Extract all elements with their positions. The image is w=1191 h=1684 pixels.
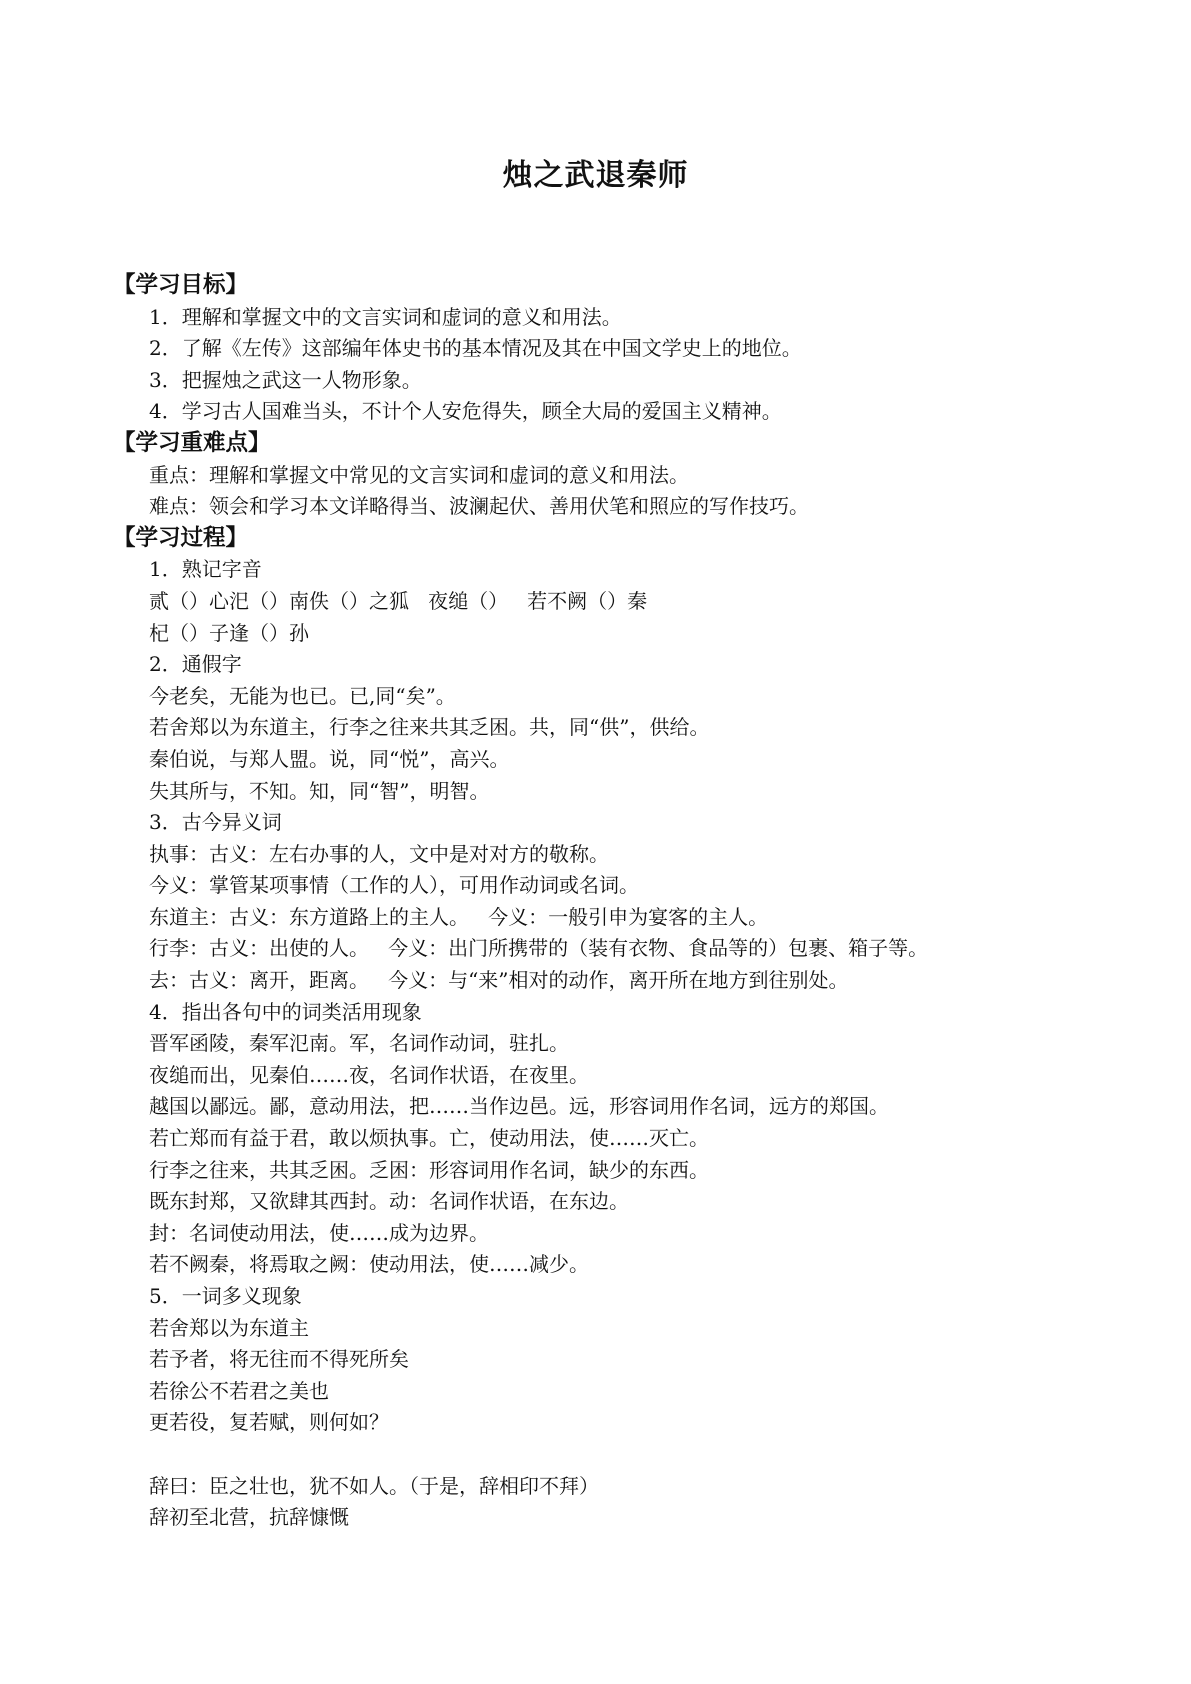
key-point-line: 重点：理解和掌握文中常见的文言实词和虚词的意义和用法。 [149,462,689,487]
process-line: 去：古义：离开，距离。 今义：与“来”相对的动作，离开所在地方到往别处。 [149,968,849,993]
process-line: 3．古今异义词 [149,810,282,835]
section-heading-objectives: 【学习目标】 [113,272,249,298]
objective-line: 1．理解和掌握文中的文言实词和虚词的意义和用法。 [149,304,622,329]
process-line: 若舍郑以为东道主，行李之往来共其乏困。共，同“供”，供给。 [149,715,710,740]
process-line: 2．通假字 [149,652,242,677]
process-line: 5．一词多义现象 [149,1284,302,1308]
process-line: 1．熟记字音 [149,557,262,582]
process-line: 若徐公不若君之美也 [149,1378,329,1403]
key-point-line: 难点：领会和学习本文详略得当、波澜起伏、善用伏笔和照应的写作技巧。 [149,494,809,519]
objective-line: 3．把握烛之武这一人物形象。 [149,367,422,392]
document-body [113,270,1113,1534]
process-line: 夜缒而出，见秦伯……夜，名词作状语，在夜里。 [149,1062,589,1087]
process-line: 东道主：古义：东方道路上的主人。 今义：一般引申为宴客的主人。 [149,904,769,929]
process-line: 封：名词使动用法，使……成为边界。 [149,1220,489,1245]
process-line: 执事：古义：左右办事的人，文中是对对方的敬称。 [149,841,609,866]
objective-line: 2．了解《左传》这部编年体史书的基本情况及其在中国文学史上的地位。 [149,336,802,361]
section-heading-process: 【学习过程】 [113,524,249,551]
process-line: 越国以鄙远。鄙，意动用法，把……当作边邑。远，形容词用作名词，远方的郑国。 [149,1094,889,1119]
objective-line: 4．学习古人国难当头，不计个人安危得失，顾全大局的爱国主义精神。 [149,399,782,424]
process-line: 辞初至北营，抗辞慷慨 [149,1505,349,1530]
process-line: 辞曰：臣之壮也，犹不如人。（于是，辞相印不拜） [149,1473,599,1498]
process-line: 杞（）子逢（）孙 [149,620,309,645]
process-line: 4．指出各句中的词类活用现象 [149,999,422,1024]
document-title: 烛之武退秦师 [502,158,689,193]
process-line: 秦伯说，与郑人盟。说，同“悦”，高兴。 [149,746,510,771]
blank-line [113,1439,1113,1471]
section-heading-key-points: 【学习重难点】 [113,429,271,456]
process-line: 晋军函陵，秦军氾南。军，名词作动词，驻扎。 [149,1031,569,1056]
process-line: 今老矣，无能为也已。已,同“矣”。 [149,683,456,708]
process-line: 若亡郑而有益于君，敢以烦执事。亡，使动用法，使……灭亡。 [149,1126,709,1151]
process-line: 行李：古义：出使的人。 今义：出门所携带的（装有衣物、食品等的）包裹、箱子等。 [149,936,929,961]
process-line: 若不阙秦，将焉取之阙：使动用法，使……减少。 [149,1252,589,1277]
process-line: 若舍郑以为东道主 [149,1315,309,1340]
process-line: 更若役，复若赋，则何如？ [149,1410,389,1435]
process-line: 贰（）心汜（）南佚（）之狐 夜缒（） 若不阙（）秦 [149,588,648,613]
process-line: 既东封郑，又欲肆其西封。动：名词作状语，在东边。 [149,1189,629,1214]
process-line: 失其所与，不知。知，同“智”，明智。 [149,778,490,803]
process-line: 行李之往来，共其乏困。乏困：形容词用作名词，缺少的东西。 [149,1157,709,1182]
process-line: 今义：掌管某项事情（工作的人），可用作动词或名词。 [149,873,639,898]
process-line: 若予者，将无往而不得死所矣 [149,1347,409,1372]
